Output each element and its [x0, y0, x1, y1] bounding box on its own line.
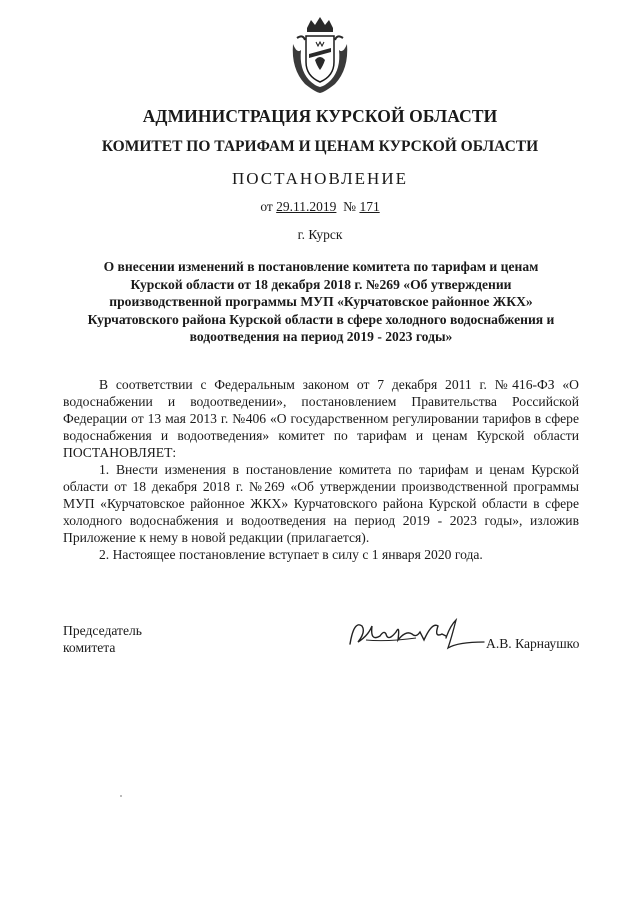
subject-line: производственной программы МУП «Курчатовское районное ЖКХ» — [109, 294, 533, 309]
committee-heading: КОМИТЕТ ПО ТАРИФАМ И ЦЕНАМ КУРСКОЙ ОБЛАСТИ — [101, 138, 539, 155]
number-prefix: № — [343, 199, 357, 214]
item-1-paragraph: 1. Внести изменения в постановление комитета по тарифам и ценам Курской области от 18 декабря 2018 г. №269 «Об утверждении производственной программы МУП «Курчатовское районное ЖКХ» Курчатовского района Курской области в сфере холодного водоснабжения и водоотведения на период 2019 - 2023 годы», изложив Приложение к нему в новой редакции (прилагается). — [63, 462, 579, 545]
subject-line: Курчатовского района Курской области в сфере холодного водоснабжения и — [87, 311, 555, 327]
handwritten-signature — [346, 612, 486, 656]
document-body — [63, 376, 579, 563]
subject-line: водоотведения на период 2019 - 2023 годы» — [189, 329, 453, 344]
date-number-line — [0, 199, 640, 215]
signatory-title-line: комитета — [63, 640, 116, 655]
coat-of-arms-icon — [285, 14, 355, 96]
signatory-name: А.В. Карнаушко — [486, 636, 580, 651]
city-line: г. Курск — [297, 227, 343, 242]
signatory-title-line: Председатель — [63, 623, 142, 638]
document-number: 171 — [359, 199, 380, 214]
signatory-title — [63, 622, 142, 656]
date-prefix: от — [260, 199, 273, 214]
scan-speck — [120, 795, 122, 797]
preamble-paragraph: В соответствии с Федеральным законом от 7 декабря 2011 г. №416-ФЗ «О водоснабжении и водоотведении», постановлением Правительства Российской Федерации от 13 мая 2013 г. №406 «О государственном регулировании тарифов в сфере водоснабжения и водоотведения» комитет по тарифам и ценам Курской области ПОСТАНОВЛЯЕТ: — [63, 377, 579, 460]
subject-line: Курской области от 18 декабря 2018 г. №269 «Об утверждении — [130, 276, 512, 292]
document-subject — [60, 258, 582, 346]
document-date: 29.11.2019 — [276, 199, 337, 214]
subject-line: О внесении изменений в постановление комитета по тарифам и ценам — [103, 259, 539, 274]
administration-heading: АДМИНИСТРАЦИЯ КУРСКОЙ ОБЛАСТИ — [142, 106, 498, 126]
document-type-heading: ПОСТАНОВЛЕНИЕ — [231, 169, 408, 188]
item-2-paragraph: 2. Настоящее постановление вступает в силу с 1 января 2020 года. — [99, 547, 483, 562]
